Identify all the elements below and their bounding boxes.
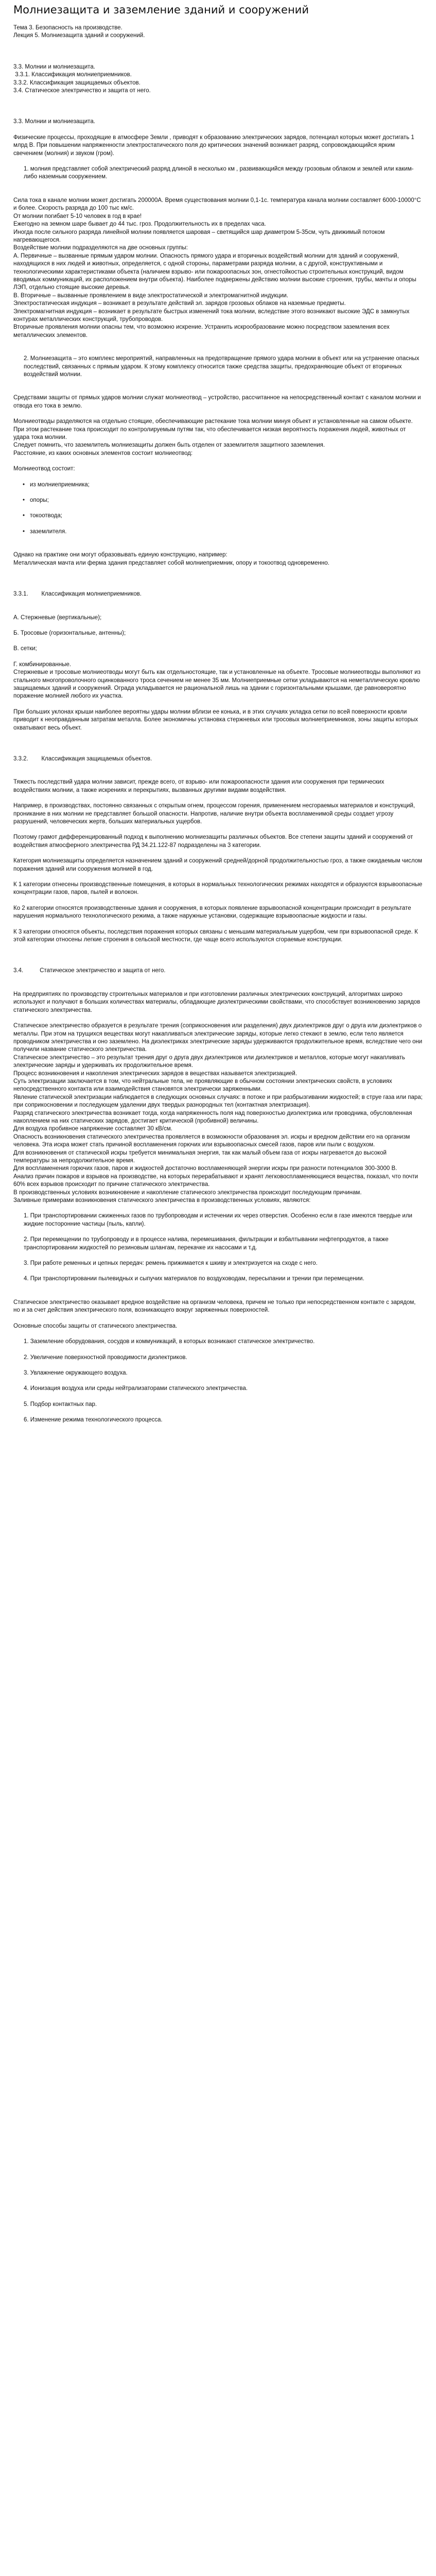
page-title: Молниезащита и заземление зданий и сооружений (13, 4, 309, 16)
paragraph: Стержневые и тросовые молниеотводы могут быть как отдельностоящие, так и установленные на объекте. Тросовые молниеотводы выполняют из стального многопроволочного оцинкованного троса сечением не менее 35 мм. Молниеприемные сетки укладываются на неметаллическую кровлю защищаемых зданий и сооружений. Ограда укладывается не рациональной лишь на здании с горизонтальными крышами, где равновероятно поражение молнией любого их участка. (13, 669, 421, 700)
numbered-item: 6. Изменение режима технологического процесса. (24, 1417, 163, 1423)
paragraph: А. Первичные – вызванные прямым ударом молнии. Опасность прямого удара и вторичных воздействий молнии для зданий и сооружений, находящихся в них людей и животных, определяется, с одной стороны, параметрами разряда молнии, а с другой, конструктивными и технологическими характеристиками объекта (наличием взрыво- или пожароопасных зон, огнестойкостью строительных конструкций, видом вводимых коммуникаций, их расположением внутри объекта). Наиболее подвержены действию молнии высокие строения, трубы, мачты и опоры ЛЭП, отдельно стоящие высокие деревья. (13, 252, 416, 291)
paragraph: Поэтому грамот дифференцированный подход к выполнению молниезащиты различных объектов. Все степени защиты зданий и сооружений от воздействия атмосферного электричества РД 34.21.122-87 подразделены на 3 категории. (13, 834, 413, 849)
section-heading: 3.3. Молнии и молниезащита. (13, 118, 95, 125)
paragraph: Молниеотводы разделяются на отдельно стоящие, обеспечивающие растекание тока молнии минуя объект и установленные на самом объекте. При этом растекание тока происходит по контролируемым путям так, что обеспечивается низкая вероятность поражения людей, животных от удара тока молнии. (13, 418, 413, 441)
paragraph: Процесс возникновения и накопления электрических зарядов в веществах называется электризацией. (13, 1070, 298, 1077)
list-item: • заземлителя. (30, 528, 423, 536)
paragraph: 2. Молниезащита – это комплекс мероприятий, направленных на предотвращение прямого удара молнии в объект или на устранение опасных последствий, связанных с прямым ударом. К этому комплексу относится также средства защиты, предохраняющие объект от вторичных воздействий молнии. (24, 355, 420, 378)
section-lightning (13, 118, 423, 567)
paragraph: Однако на практике они могут образовывать единую конструкцию, например: (13, 552, 228, 558)
paragraph: Для воздуха пробивное напряжение составляет 30 кВ/см. (13, 1126, 172, 1132)
numbered-item: 3. При работе ременных и цепных передач: ремень прижимается к шкиву и электризуется на сходе с него. (24, 1260, 318, 1267)
numbered-item: 3. Увлажнение окружающего воздуха. (24, 1369, 128, 1376)
lecture-line: Лекция 5. Молниезащита зданий и сооружений. (13, 32, 145, 39)
paragraph: Суть электризации заключается в том, что нейтральные тела, не проявляющие в обычном состоянии электрических свойств, в условиях непосредственного контакта или взаимодействия становятся электрически заряженными. (13, 1078, 392, 1093)
list-item: • опоры; (30, 497, 423, 504)
paragraph: В. Вторичные – вызванные проявлением в виде электростатической и электромагнитной индукции. (13, 292, 289, 299)
list-item: Г. комбинированные. (13, 661, 72, 668)
paragraph: Для возникновения от статической искры требуется минимальная энергия, так как малый объем газа от искры нагревается до высокой температуры за непродолжительное время. (13, 1149, 387, 1164)
numbered-item: 2. При перемещении по трубопроводу и в процессе налива, перемешивания, фильтрации и взбалтывании нефтепродуктов, а также транспортировании жидкостей по резиновым шлангам, перекачке их насосами и т.д. (24, 1236, 389, 1251)
paragraph: Разряд статического электричества возникает тогда, когда напряженность поля над поверхностью диэлектрика или проводника, обусловленная накоплением на них статических зарядов, достигает критической (пробивной) величины. (13, 1110, 412, 1124)
section-heading: 3.4. Статическое электричество и защита от него. (13, 968, 166, 974)
section-static-electricity (13, 967, 423, 1424)
paragraph: Молниеотвод состоит: (13, 466, 75, 472)
paragraph: Для воспламенения горючих газов, паров и жидкостей достаточно воспламеняющей энергии искры при разности потенциалов 300-3000 В. (13, 1165, 397, 1172)
lightning-rod-parts-list (13, 481, 423, 536)
paragraph: Статическое электричество оказывает вредное воздействие на организм человека, причем не только при непосредственном контакте с зарядом, но и за счет действия электрического поля, возникающего вокруг заряженных поверхностей. (13, 1299, 416, 1314)
section-heading: 3.3.2. Классификация защищаемых объектов. (13, 755, 152, 762)
plan-item: 3.4. Статическое электричество и защита от него. (13, 88, 151, 94)
paragraph: Средствами защиты от прямых ударов молнии служат молниеотвод – устройство, рассчитанное на непосредственный контакт с каналом молнии и отвода его тока в землю. (13, 395, 421, 409)
paragraph: Основные способы защиты от статического электричества. (13, 1323, 178, 1329)
paragraph: Явление статической электризации наблюдается в следующих основных случаях: в потоке и при разбрызгивании жидкостей; в струе газа или пара; при соприкосновении и последующем удалении двух твердых разнородных тел (контактная электризация). (13, 1094, 423, 1109)
paragraph: Анализ причин пожаров и взрывов на производстве, на которых перерабатывают и хранят легковоспламеняющиеся вещества, показал, что почти 60% всех взрывов происходит по причине статического электричества. (13, 1173, 418, 1188)
numbered-item: 5. Подбор контактных пар. (24, 1401, 97, 1408)
section-rod-classification (13, 590, 423, 732)
list-item: В. сетки; (13, 646, 37, 652)
paragraph: Заливные примерами возникновения статического электричества в производственных условиях, являются: (13, 1197, 311, 1204)
paragraph: Электромагнитная индукция – возникает в результате быстрых изменений тока молнии, вследствие этого возникают высокие ЭДС в замкнутых контурах металлических конструкций, трубопроводов. (13, 308, 410, 323)
paragraph: При больших уклонах крыши наиболее вероятны удары молнии вблизи ее конька, и в этих случаях укладка сетки по всей поверхности кровли приводит к неоправданным затратам металла. Более экономичны установка стержневых или тросовых молниеприемников, зоны защиты которых охватывают весь объект. (13, 708, 418, 731)
paragraph: Статическое электричество – это результат трения друг о друга двух диэлектриков или диэлектриков и металлов, которые могут накапливать электрические заряды и удерживать их продолжительное время. (13, 1054, 405, 1069)
paragraph: К 3 категории относятся объекты, последствия поражения которых связаны с меньшим материальным ущербом, чем при взрывоопасной среде. К этой категории относены легкие строения в сельской местности, где чаще всего используются сгораемые конструкции. (13, 928, 418, 943)
numbered-item: 1. При транспортировании сжиженных газов по трубопроводам и истечении их через отверстия. Особенно если в газе имеются твердые или жидкие посторонние частицы (пыль, капли). (24, 1213, 412, 1227)
paragraph: Расстояние, из каких основных элементов состоит молниеотвод: (13, 450, 193, 456)
paragraph: Металлическая мачта или ферма здания представляет собой молниеприемник, опору и токоотвод одновременно. (13, 560, 329, 566)
paragraph: От молнии погибает 5-10 человек в год в крае! (13, 213, 142, 219)
paragraph: Иногда после сильного разряда линейной молнии появляется шаровая – светящийся шар диаметром 5-35см, чуть движимый потоком нагревающегося. (13, 229, 385, 243)
numbered-item: 2. Увеличение поверхностной проводимости диэлектриков. (24, 1354, 187, 1361)
paragraph: Электростатическая индукция – возникает в результате действий эл. зарядов грозовых облаков на наземные предметы. (13, 300, 346, 307)
paragraph: Воздействие молнии подразделяются на две основных группы: (13, 245, 188, 251)
paragraph: В производственных условиях возникновение и накопление статического электричества происходит последующим причинам. (13, 1189, 362, 1196)
lecture-plan (13, 63, 423, 95)
plan-item: 3.3.1. Классификация молниеприемников. (13, 72, 132, 78)
paragraph: Категория молниезащиты определяется назначением зданий и сооружений средней/дорной продолжительностью гроз, а также ожидаемым числом поражения зданий или сооружения молнией в год. (13, 858, 423, 872)
paragraph: Следует помнить, что заземлитель молниезащиты должен быть отделен от заземлителя защитного заземления. (13, 442, 325, 449)
list-item: • из молниеприемника; (30, 481, 423, 489)
numbered-item: 4. Ионизация воздуха или среды нейтрализаторами статического электричества. (24, 1385, 248, 1392)
paragraph: Вторичные проявления молнии опасны тем, что возможно искрение. Устранить искрообразование можно посредством заземления всех металлических элементов. (13, 324, 390, 338)
paragraph: 1. молния представляет собой электрический разряд длиной в несколько км , развивающийся между грозовым облаком и землей или каким-либо наземным сооружением. (24, 166, 414, 180)
paragraph: Опасность возникновения статического электричества проявляется в возможности образования эл. искры и вредном действии его на организм человека. Эта искра может стать причиной воспламенения горючих или взрывоопасных смесей газов, паров или пыли с воздухом. (13, 1133, 410, 1148)
topic-line: Тема 3. Безопасность на производстве. (13, 25, 123, 31)
numbered-item: 4. При транспортировании пылевидных и сыпучих материалов по воздуховодам, пересыпании и трении при перемещении. (24, 1276, 364, 1282)
list-item: А. Стержневые (вертикальные); (13, 614, 102, 621)
plan-item: 3.3.2. Классификация защищаемых объектов. (13, 79, 141, 86)
section-heading: 3.3.1. Классификация молниеприемников. (13, 591, 142, 598)
paragraph: На предприятиях по производству строительных материалов и при изготовлении различных электрических конструкций, алгоритмах широко используют и получают в больших количествах материалы, обладающие диэлектрическими свойствами, что способствует возникновению зарядов статического электричества. (13, 991, 421, 1013)
paragraph: Тяжесть последствий удара молнии зависит, прежде всего, от взрыво- или пожароопасности здания или сооружения при термических воздействиях молнии, а также искрениях и перекрытиях, вызванных другими видами воздействия. (13, 779, 385, 793)
paragraph: Ежегодно на земном шаре бывает до 44 тыс. гроз. Продолжительность их в пределах часа. (13, 221, 266, 228)
paragraph: Сила тока в канале молнии может достигать 200000А. Время существования молнии 0,1-1с. температура канала молнии составляет 6000-10000°С и более. Скорость разряда до 100 тыс км/с. (13, 197, 421, 212)
numbered-item: 1. Заземление оборудования, сосудов и коммуникаций, в которых возникают статическое электричество. (24, 1338, 315, 1345)
list-item: • токоотвода; (30, 512, 423, 520)
paragraph: К 1 категории отнесены производственные помещения, в которых в нормальных технологических режимах находятся и образуются взрывоопасные концентрации газов, паров, пылей и волокон. (13, 882, 423, 896)
paragraph: Статическое электричество образуется в результате трения (соприкосновения или разделения) двух диэлектриков друг о друга или диэлектриков о металлы. При этом на трущихся веществах могут накапливаться электрические заряды, которые легко стекают в землю, если тело является проводником электричества и оно заземлено. На диэлектриках электрические заряды удерживаются продолжительное время, вследствие чего они получили название статического электричества. (13, 1023, 423, 1053)
section-object-classification (13, 755, 423, 944)
list-item: Б. Тросовые (горизонтальные, антенны); (13, 630, 126, 636)
paragraph: Например, в производствах, постоянно связанных с открытым огнем, процессом горения, применением несгораемых материалов и конструкций, проникание в них молнии не представляет большой опасности. Напротив, наличие внутри объекта воспламенимой среды создает угрозу разрушений, человеческих жертв, больших материальных ущербов. (13, 803, 415, 825)
paragraph: Ко 2 категории относятся производственные здания и сооружения, в которых появление взрывоопасной концентрации происходит в результате нарушения нормального технологического режима, а также наружные установки, содержащие взрывоопасные жидкости и газы. (13, 905, 411, 920)
plan-item: 3.3. Молнии и молниезащита. (13, 63, 95, 70)
paragraph: Физические процессы, проходящие в атмосфере Земли , приводят к образованию электрических зарядов, потенциал которых может достигать 1 млрд В. При повышении напряженности электростатического поля до критических значений возникает разряд, сопровождающийся ярким свечением (молния) и звуком (гром). (13, 134, 414, 157)
